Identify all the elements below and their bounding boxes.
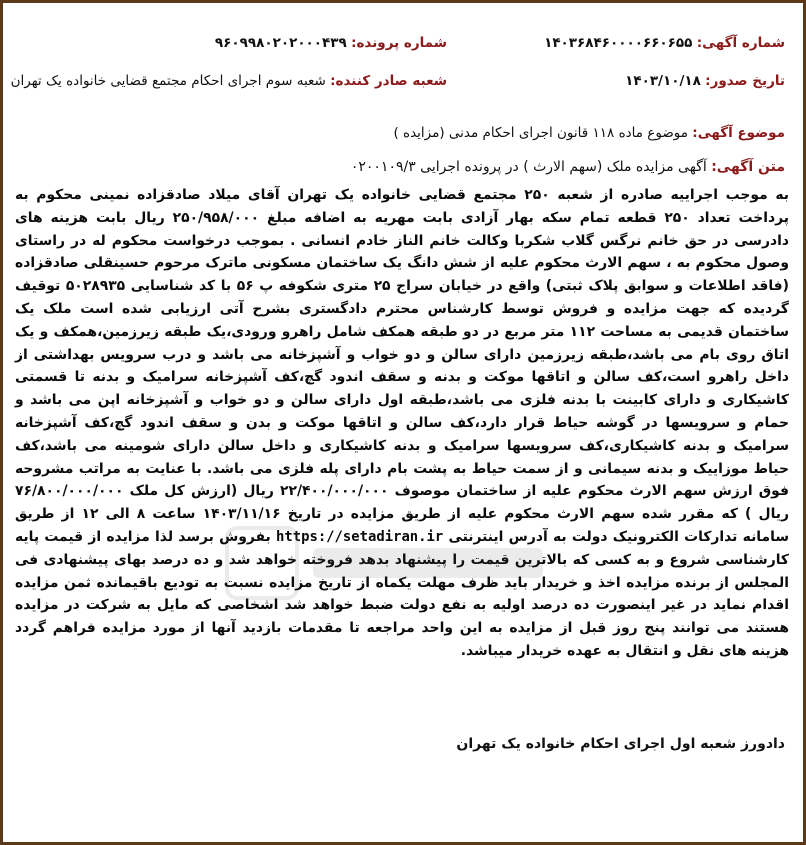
- notice-text-label: متن آگهی:: [711, 159, 785, 175]
- notice-body: [15, 184, 789, 663]
- issue-date-value: ۱۴۰۳/۱۰/۱۸: [625, 73, 701, 89]
- subject-label: موضوع آگهی:: [692, 125, 785, 141]
- subject-value: موضوع ماده ۱۱۸ قانون اجرای احکام مدنی (مزایده ): [393, 125, 688, 141]
- case-number-value: ۹۶۰۹۹۸۰۲۰۲۰۰۰۴۳۹: [214, 35, 347, 51]
- notice-title-row: [351, 159, 785, 175]
- body-text-part-1: به موجب اجراییه صادره از شعبه ۲۵۰ مجتمع قضایی خانواده یک تهران آقای میلاد صادقزاده نمینی محکوم به پرداخت تعداد ۲۵۰ قطعه تمام سکه بهار آزادی بابت مهریه به اضافه مبلغ ۲۵۰/۹۵۸/۰۰۰ ریال بابت هزینه های دادرسی در حق خانم نرگس گلاب شکربا وکالت خانم الناز خادم انسانی . بموجب درخواست محکوم له در راستای وصول محکوم به ، سهم الارث محکوم علیه از شش دانگ یک ساختمان مسکونی ماترک مرحوم حسینقلی صادقزاده (فاقد اطلاعات و سوابق پلاک ثبتی) واقع در خیابان سراج ۲۵ متری شکوفه پ ۵۶ با کد شناسایی ۵۰۲۸۹۳۵ توقیف گردیده که جهت مزایده و فروش توسط کارشناس محترم دادگستری بشرح آتی ارزیابی شده است ملک یک ساختمان قدیمی به مساحت ۱۱۲ متر مربع در دو طبقه همکف شامل راهرو ورودی،یک طبقه زیرزمین،همکف و یک اتاق روی بام می باشد،طبقه زیرزمین دارای سالن و دو خواب و آشپزخانه می باشد و درب سرویس بهداشتی از داخل راهرو است،کف سالن و اتاقها موکت و بدنه و سقف اندود گچ،کف آشپزخانه سرامیک و بدنه تا قسمتی کاشیکاری و دارای کابینت با بدنه فلزی می باشد،طبقه اول دارای سالن و دو خواب و آشپزخانه اپن می باشد و حمام و سرویسها در گوشه حیاط قرار دارد،کف سالن و اتاقها موکت و بدن و سقف اندود گچ،کف آشپزخانه سرامیک و بدنه کاشیکاری،کف سرویسها سرامیک و بدنه کاشیکاری و داخل سالن دارای شومینه می باشد،کف حیاط موزاییک و بدنه سیمانی و از سمت حیاط به پشت بام دارای پله فلزی می باشد. با عنایت به مراتب مشروحه فوق ارزش سهم الارث محکوم علیه از ساختمان موصوف ۲۲/۴۰۰/۰۰۰/۰۰۰ ریال (ارزش کل ملک ۷۶/۸۰۰/۰۰۰/۰۰۰ ریال ) که مقرر شده سهم الارث محکوم علیه از طریق مزایده در تاریخ ۱۴۰۳/۱۱/۱۶ ساعت ۸ الی ۱۲ از طریق سامانه تدارکات الکترونیک دولت به آدرس اینترنتی: [15, 187, 789, 545]
- issuer-row: [11, 73, 447, 89]
- case-number-row: [215, 35, 447, 51]
- issue-date-row: [625, 73, 785, 89]
- body-text-part-2: بفروش برسد لذا مزایده از قیمت پایه کارشناسی شروع و به کسی که بالاترین قیمت را پیشنهاد بدهد فروخته خواهد شد و ده درصد بهای پیشنهادی فی المجلس از برنده مزایده اخذ و خریدار باید ظرف مهلت یکماه از تاریخ مزایده نسبت به تودیع باقیمانده ثمن مزایده اقدام نماید در غیر اینصورت ده درصد اولیه به نفع دولت ضبط خواهد شد اشخاصی که مایل به شرکت در مزایده هستند می توانند پنج روز قبل از مزایده به این واحد مراجعه تا مقدمات بازدید آنها از مورد مزایده فراهم گردد هزینه های نقل و انتقال به عهده خریدار میباشد.: [15, 528, 789, 659]
- issuer-label: شعبه صادر کننده:: [330, 73, 447, 89]
- notice-number-row: [544, 35, 785, 51]
- notice-number-value: ۱۴۰۳۶۸۴۶۰۰۰۰۶۶۰۶۵۵: [544, 35, 693, 51]
- signature: دادورز شعبه اول اجرای احکام خانواده یک تهران: [456, 736, 785, 752]
- notice-title: آگهی مزایده ملک (سهم الارث ) در پرونده اجرایی ۰۲۰۰۱۰۹/۳: [350, 159, 707, 175]
- issuer-value: شعبه سوم اجرای احکام مجتمع قضایی خانواده یک تهران: [10, 73, 326, 89]
- issue-date-label: تاریخ صدور:: [705, 73, 785, 89]
- subject-row: [393, 125, 785, 141]
- case-number-label: شماره پرونده:: [351, 35, 447, 51]
- notice-number-label: شماره آگهی:: [696, 35, 785, 51]
- website-link[interactable]: https://setadiran.ir: [276, 528, 444, 545]
